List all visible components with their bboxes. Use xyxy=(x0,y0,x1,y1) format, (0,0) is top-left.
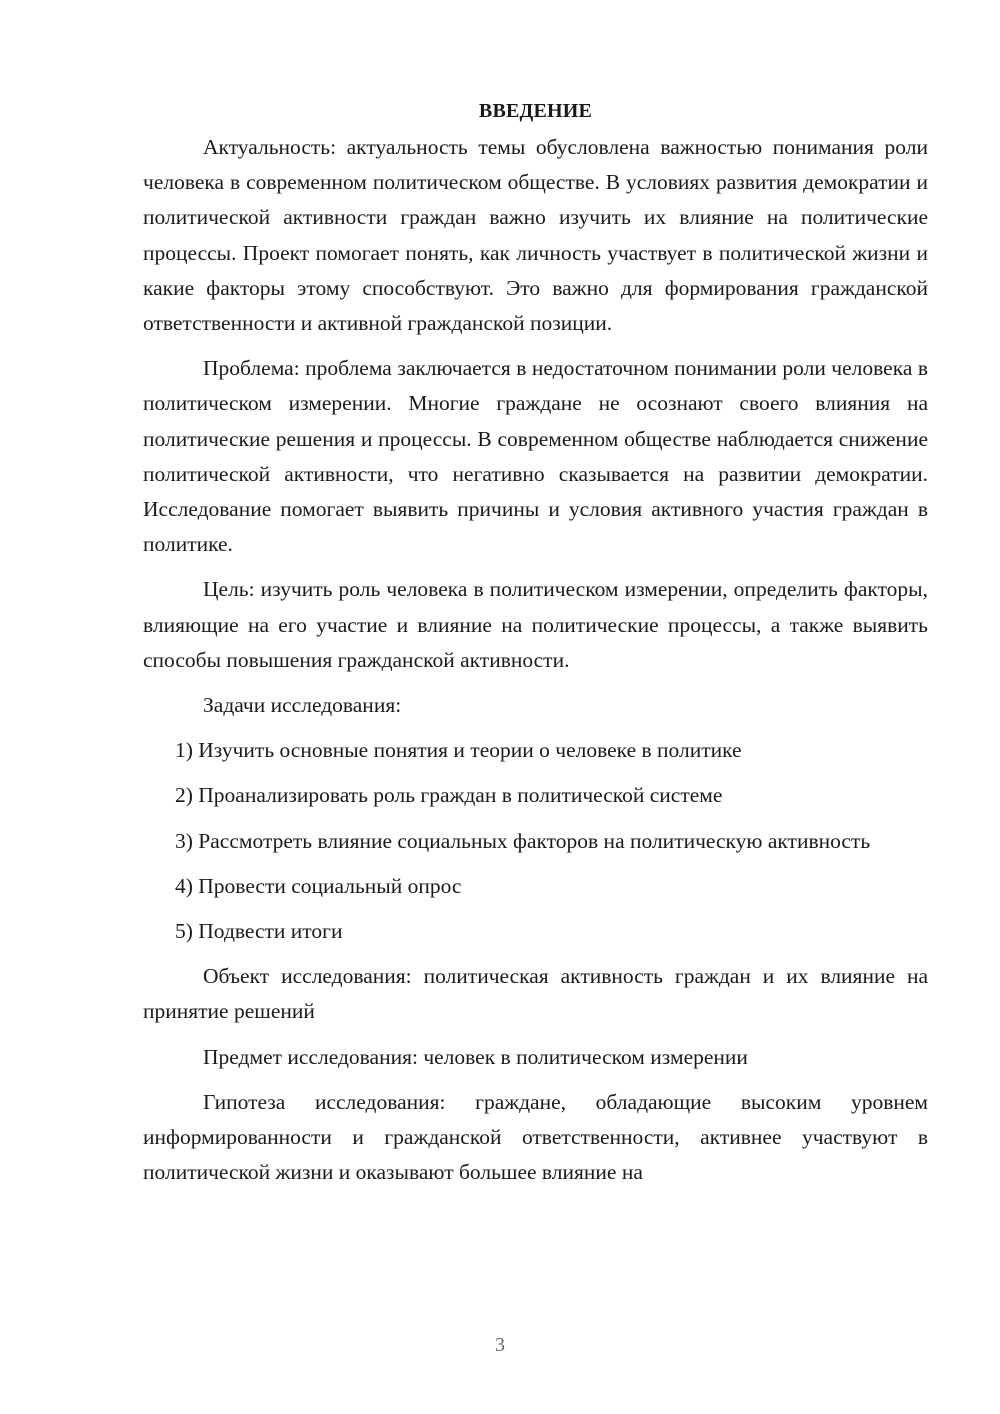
paragraph-object: Объект исследования: политическая активность граждан и их влияние на принятие решений xyxy=(143,964,928,1024)
page-content xyxy=(143,96,928,1200)
task-item-1: 1) Изучить основные понятия и теории о человеке в политике xyxy=(175,738,742,763)
paragraph-goal: Цель: изучить роль человека в политическом измерении, определить факторы, влияющие на его участие и влияние на политические процессы, а также выявить способы повышения гражданской активности. xyxy=(143,577,928,672)
task-item-2: 2) Проанализировать роль граждан в политической системе xyxy=(175,783,723,808)
task-item-5: 5) Подвести итоги xyxy=(175,919,343,944)
paragraph-relevance: Актуальность: актуальность темы обусловлена важностью понимания роли человека в современном политическом обществе. В условиях развития демократии и политической активности граждан важно изучить их влияние на политические процессы. Проект помогает понять, как личность участвует в политической жизни и какие факторы этому способствуют. Это важно для формирования гражданской ответственности и активной гражданской позиции. xyxy=(143,135,928,336)
paragraph-subject: Предмет исследования: человек в политическом измерении xyxy=(203,1044,748,1069)
paragraph-hypothesis: Гипотеза исследования: граждане, обладающие высоким уровнем информированности и гражданской ответственности, активнее участвуют в политической жизни и оказывают большее влияние на xyxy=(143,1089,928,1185)
task-item-3: 3) Рассмотреть влияние социальных факторов на политическую активность xyxy=(175,828,871,853)
tasks-title: Задачи исследования: xyxy=(203,693,402,718)
paragraph-problem: Проблема: проблема заключается в недостаточном понимании роли человека в политическом измерении. Многие граждане не осознают своего влияния на политические решения и процессы. В современном обществе наблюдается снижение политической активности, что негативно сказывается на развитии демократии. Исследование помогает выявить причины и условия активного участия граждан в политике. xyxy=(143,356,928,557)
page-number: 3 xyxy=(495,1334,505,1356)
task-item-4: 4) Провести социальный опрос xyxy=(175,873,462,898)
section-heading: ВВЕДЕНИЕ xyxy=(478,100,593,122)
